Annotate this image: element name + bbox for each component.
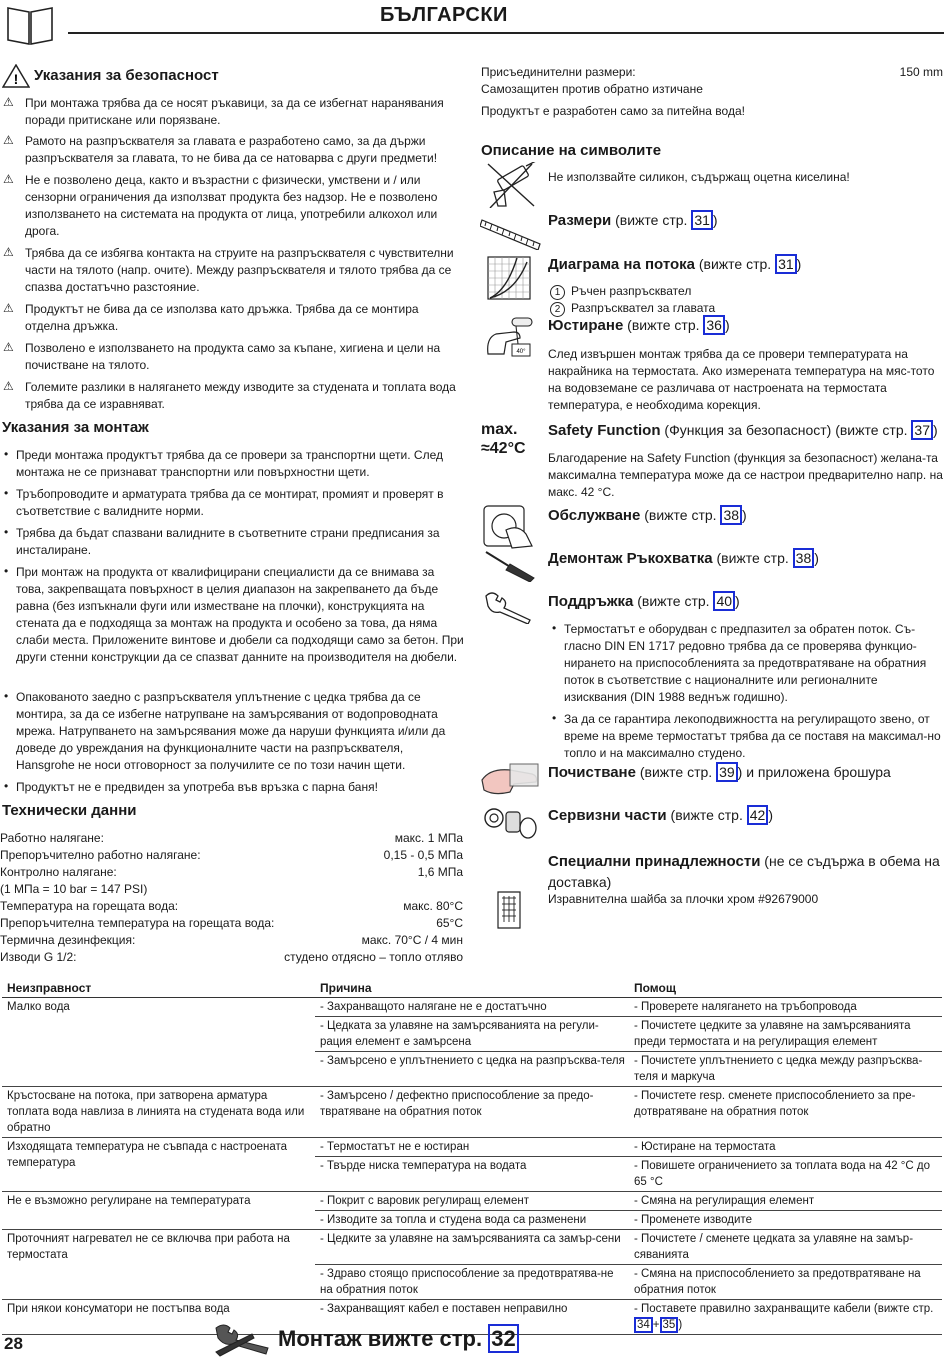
svg-text:40°: 40° <box>516 349 526 355</box>
mounting-text: Продуктът не е предвиден за употреба във връзка с парна баня! <box>16 780 378 794</box>
max-label: max. <box>481 421 518 438</box>
mounting-text: Преди монтажа продуктът трябва да се провери за транспортни щети. След монтажа не се признават транспортни или повърхностни щети. <box>16 448 443 479</box>
cause-cell: - Цедката за улавяне на замърсяванията на регули-рация елемент е замърсена <box>315 1017 629 1052</box>
mounting-text: Тръбопроводите и арматурата трябва да се монтират, промият и проверят в съответствие с валидните норми. <box>16 487 444 518</box>
mounting-item: • Тръбопроводите и арматурата трябва да се монтират, промият и проверят в съответствие с валидните норми. <box>0 486 465 520</box>
remedy-cell: - Променете изводите <box>629 1211 942 1230</box>
cause-cell: - Твърде ниска температура на водата <box>315 1157 629 1192</box>
safety-text: Големите разлики в налягането между изводите за студената и топлата вода трябва да се изравняват. <box>25 380 456 411</box>
tech-row: Работно налягане: макс. 1 МПа <box>0 831 463 845</box>
tools-icon <box>212 1322 272 1363</box>
page-ref-link[interactable]: 39 <box>716 762 738 782</box>
page-title: БЪЛГАРСКИ <box>380 4 508 26</box>
accessories-heading: Специални принадлежности (не се съдържа в обема на доставка) <box>548 853 940 890</box>
warning-small-icon: ⚠ <box>3 301 14 315</box>
tech-row: Термична дезинфекция: макс. 70°C / 4 мин <box>0 933 463 947</box>
page-ref-link[interactable]: 32 <box>488 1324 518 1353</box>
legend-number: 1 <box>550 285 565 300</box>
maintenance-item: • Термостатът е оборудван с предпазител за обратен поток. Съ-гласно DIN EN 1717 редовно трябва да се проверява функцио-нирането на приспособленията за предотвратяване на обратния поток в съответствие с националните или регионалните изисквания (DIN 1988 веднъж годишно). <box>548 621 943 706</box>
handle-heading: Демонтаж Ръкохватка (вижте стр. 38 ) <box>548 550 819 567</box>
fault-cell: Кръстосване на потока, при затворена арматура топлата вода навлиза в линията на студената вода или обратно <box>2 1087 315 1138</box>
adjust-text: След извършен монтаж трябва да се провери температурата на накрайника на термостата. Ако измерената температура на мяс-тото на водовземане се различава от настроената на термостата температура, е необходима корекция. <box>548 347 935 412</box>
flow-diagram-icon <box>487 256 531 305</box>
fault-cell: Изходящата температура не съвпада с настроената температура <box>2 1138 315 1192</box>
page-ref-link[interactable]: 42 <box>747 805 769 825</box>
book-icon <box>6 4 54 46</box>
silicone-gun-icon <box>484 162 540 213</box>
safety-item <box>0 340 465 374</box>
page-ref-link[interactable]: 34 <box>634 1317 653 1333</box>
cause-cell: - Захранващият кабел е поставен неправилно <box>315 1300 629 1335</box>
safety-function-text: Благодарение на Safety Function (функция за безопасност) желана-та максимална температура може да се настрои предварително напр. на макс. 42 °C. <box>548 451 943 499</box>
fault-cell: При някои консуматори не постъпва вода <box>2 1300 315 1335</box>
remedy-cell: - Юстиране на термостата <box>629 1138 942 1157</box>
mount-reference: Монтаж вижте стр. 32 <box>278 1326 519 1352</box>
maintenance-text: Термостатът е оборудван с предпазител за обратен поток. Съ-гласно DIN EN 1717 редовно трябва да се проверява функцио-нирането на приспособленията за предотвратяване на обратния поток в съответствие с националните или регионалните изисквания (DIN 1988 веднъж годишно). <box>564 622 927 704</box>
mounting-text: Трябва да бъдат спазвани валидните в съответните страни предписания за инсталиране. <box>16 526 440 557</box>
cause-cell: - Термостатът не е юстиран <box>315 1138 629 1157</box>
cause-cell: - Замърсено / дефектно приспособление за предо-твратяване на обратния поток <box>315 1087 629 1138</box>
tech-row: Температура на горещата вода: макс. 80°C <box>0 899 463 913</box>
fault-cell: Малко вода <box>2 998 315 1087</box>
safety-item <box>0 95 465 129</box>
safety-item <box>0 379 465 413</box>
table-row <box>2 1230 942 1265</box>
page-ref-link[interactable]: 37 <box>911 420 933 440</box>
maintenance-text: За да се гарантира лекоподвижността на регулиращото звено, от време на време термостатът трябва да се поставя на максимал-но топло и на максимално студено. <box>564 712 941 760</box>
service-heading: Обслужване (вижте стр. 38 ) <box>548 507 747 524</box>
mounting-title: Указания за монтаж <box>2 419 149 436</box>
mounting-text: При монтаж на продукта от квалифицирани специалисти да се внимава за това, закрепващата повърхност в целия диапазон на закрепването да бъде равна (без изпъкнали фуги или изместване на плочки), конструкцията на стената да е подходяща за монтаж на продукта и особено за това, да няма слаби места. Приложените винтове и дюбели са подходящи само за бетон. При други стенни конструкции да се спазват данните на производителя на дюбели. <box>16 565 464 664</box>
safety-text: При монтажа трябва да се носят ръкавици, за да се избегнат наранявания поради притискане или порязване. <box>25 96 444 127</box>
warning-small-icon: ⚠ <box>3 379 14 393</box>
mounting-item: • При монтаж на продукта от квалифицирани специалисти да се внимава за това, закрепващата повърхност в целия диапазон на закрепването да бъде равна (без изпъкнали фуги или изместване на плочки), конструкцията на стената да е подходяща за монтаж на продукта и особено за това, да няма слаби места. Приложените винтове и дюбели са подходящи само за бетон. При други стенни конструкции да се спазват данните на производителя на дюбели. <box>4 564 464 664</box>
mounting-item: • Опакованото заедно с разпръсквателя уплътнение с цедка трябва да се монтира, за да се избегне натрупване на замърсявания от водопроводната мрежа. Натрупването на замърсявания може да наруши функцията и/или да доведе до увреждания на функционалните части на разпръсквателя, Hansgrohe не носи отговорност за получилите се по този начин щети. <box>0 689 465 774</box>
drinking-water-note: Продуктът е разработен само за питейна вода! <box>481 104 745 118</box>
safety-title: Указания за безопасност <box>34 67 219 84</box>
remedy-cell: - Почистете уплътнението с цедка между разпръсква-теля и маркуча <box>629 1052 942 1087</box>
remedy-cell: - Смяна на приспособлението за предотвратяване на обратния поток <box>629 1265 942 1300</box>
safety-section <box>0 60 465 420</box>
mounting-item: • Продуктът не е предвиден за употреба във връзка с парна баня! <box>0 779 465 796</box>
safety-function-heading: Safety Function (Функция за безопасност) (вижте стр. 37 ) <box>548 422 938 439</box>
warning-small-icon: ⚠ <box>3 340 14 354</box>
mounting-text: Опакованото заедно с разпръсквателя уплътнение с цедка трябва да се монтира, за да се избегне натрупване на замърсявания от водопроводната мрежа. Натрупването на замърсявания може да наруши функцията и/или да доведе до увреждания на функционалните части на разпръсквателя, Hansgrohe не носи отговорност за получилите се по този начин щети. <box>16 690 446 772</box>
safety-item <box>0 133 465 167</box>
spare-parts-icon <box>482 804 538 847</box>
cleaning-hand-icon <box>480 760 542 805</box>
header-rule <box>68 32 944 34</box>
legend-number: 2 <box>550 302 565 317</box>
table-row <box>2 998 942 1017</box>
max-temp: ≈42°C <box>481 440 526 457</box>
safety-text: Продуктът не бива да се използва като дръжка. Трябва да се монтира отделна дръжка. <box>25 302 419 333</box>
fault-cell: Не е възможно регулиране на температурата <box>2 1192 315 1230</box>
table-row <box>2 1087 942 1138</box>
silicone-note: Не използвайте силикон, съдържащ оцетна киселина! <box>548 170 850 184</box>
troubleshooting-table <box>2 979 942 1335</box>
safety-item <box>0 172 465 240</box>
cause-cell: - Замърсено е уплътнението с цедка на разпръсква-теля <box>315 1052 629 1087</box>
table-header-row <box>2 979 942 998</box>
page-ref-link[interactable]: 36 <box>703 315 725 335</box>
cause-cell: - Цедките за улавяне на замърсяванията са замър-сени <box>315 1230 629 1265</box>
column-header: Неизправност <box>2 979 315 998</box>
maintenance-heading: Поддръжка (вижте стр. 40 ) <box>548 593 740 610</box>
page-ref-link[interactable]: 38 <box>720 505 742 525</box>
flow-heading: Диаграма на потока (вижте стр. 31 ) <box>548 256 802 273</box>
flow-legend-item: 2 Разпръсквател за главата <box>550 300 715 317</box>
warning-small-icon: ⚠ <box>3 133 14 147</box>
wrench-icon <box>482 590 538 629</box>
remedy-cell: - Повишете ограничението за топлата вода на 42 °C до 65 °C <box>629 1157 942 1192</box>
thermometer-hand-icon <box>484 314 536 363</box>
tech-row: Изводи G 1/2: студено отдясно – топло отляво <box>0 950 463 964</box>
remedy-cell: - Смяна на регулиращия елемент <box>629 1192 942 1211</box>
safety-text: Позволено е използването на продукта само за къпане, хигиена и цели на почистване на тялото. <box>25 341 441 372</box>
safety-item <box>0 301 465 335</box>
mounting-item: • Преди монтажа продуктът трябва да се провери за транспортни щети. След монтажа не се признават транспортни или повърхностни щети. <box>0 447 465 481</box>
cleaning-heading: Почистване (вижте стр. 39 ) и приложена брошура <box>548 764 891 781</box>
remedy-cell: - Почистете resp. сменете приспособлението за пре-дотвратяване на обратния поток <box>629 1087 942 1138</box>
warning-small-icon: ⚠ <box>3 172 14 186</box>
flow-legend-item: 1 Ръчен разпръсквател <box>550 283 691 300</box>
page-ref-link[interactable]: 40 <box>713 591 735 611</box>
connection-size: Присъединителни размери: 150 mm <box>481 65 943 79</box>
safety-text: Не е позволено деца, както и възрастни с физически, умствени и / или сензорни ограничения да използват продукта без надзор. Не е позволено използването на системата на продукта от лица, употребили алкохол или дрога. <box>25 173 438 238</box>
page-ref-link[interactable]: 31 <box>775 254 797 274</box>
parts-heading: Сервизни части (вижте стр. 42 ) <box>548 807 773 824</box>
safety-text: Трябва да се избягва контакта на струите на разпръсквателя с чувствителни части на тялото (напр. очите). Между разпръсквателя и тялото трябва да се спазва достатъчно разстояние. <box>25 246 454 294</box>
remedy-cell: - Почистете / сменете цедката за улавяне на замър-сяванията <box>629 1230 942 1265</box>
warning-small-icon: ⚠ <box>3 95 14 109</box>
screwdriver-icon <box>482 548 538 587</box>
cause-cell: - Изводите за топла и студена вода са разменени <box>315 1211 629 1230</box>
tech-row: Препоръчителна температура на горещата вода: 65°C <box>0 916 463 930</box>
tech-row: (1 МПа = 10 bar = 147 PSI) <box>0 882 148 896</box>
safety-text: Рамото на разпръсквателя за главата е разработено само, за да държи разпръсквателя за главата, то не бива да се натоварва с други предмети! <box>25 134 438 165</box>
dimensions-heading: Размери (вижте стр. 31 ) <box>548 212 718 229</box>
maintenance-item: • За да се гарантира лекоподвижността на регулиращото звено, от време на време термостатът трябва да се поставя на максимал-но топло и на максимално студено. <box>548 711 943 762</box>
table-row <box>2 1138 942 1157</box>
page-ref-link[interactable]: 35 <box>660 1317 679 1333</box>
mounting-item: • Трябва да бъдат спазвани валидните в съответните страни предписания за инсталиране. <box>0 525 465 559</box>
accessories-text: Изравнителна шайба за плочки хром #92679000 <box>548 892 819 906</box>
column-header: Помощ <box>629 979 942 998</box>
warning-icon <box>2 64 30 93</box>
symbols-title: Описание на символите <box>481 142 662 159</box>
warning-small-icon: ⚠ <box>3 245 14 259</box>
cause-cell: - Покрит с варовик регулиращ елемент <box>315 1192 629 1211</box>
remedy-cell: - Поставете правилно захранващите кабели (вижте стр. 34 + 35 ) <box>629 1300 942 1335</box>
backflow-note: Самозащитен против обратно изтичане <box>481 82 703 96</box>
column-header: Причина <box>315 979 629 998</box>
tech-row: Препоръчително работно налягане: 0,15 - 0,5 МПа <box>0 848 463 862</box>
cause-cell: - Здраво стоящо приспособление за предотвратява-не на обратния поток <box>315 1265 629 1300</box>
adjust-heading: Юстиране (вижте стр. 36 ) <box>548 317 730 334</box>
remedy-cell: - Проверете налягането на тръбопровода <box>629 998 942 1017</box>
page-ref-link[interactable]: 38 <box>793 548 815 568</box>
tile-washer-icon <box>496 890 522 935</box>
page-ref-link[interactable]: 31 <box>691 210 713 230</box>
svg-text:!: ! <box>13 71 19 87</box>
table-row <box>2 1192 942 1211</box>
ruler-icon <box>480 210 542 255</box>
remedy-cell: - Почистете цедките за улавяне на замърсяванията преди термостата и на регулиращия елемент <box>629 1017 942 1052</box>
cause-cell: - Захранващото налягане не е достатъчно <box>315 998 629 1017</box>
fault-cell: Проточният нагревател не се включва при работа на термостата <box>2 1230 315 1300</box>
tech-title: Технически данни <box>2 802 137 819</box>
tech-row: Контролно налягане: 1,6 МПа <box>0 865 463 879</box>
page-number: 28 <box>4 1334 23 1353</box>
safety-item <box>0 245 465 296</box>
